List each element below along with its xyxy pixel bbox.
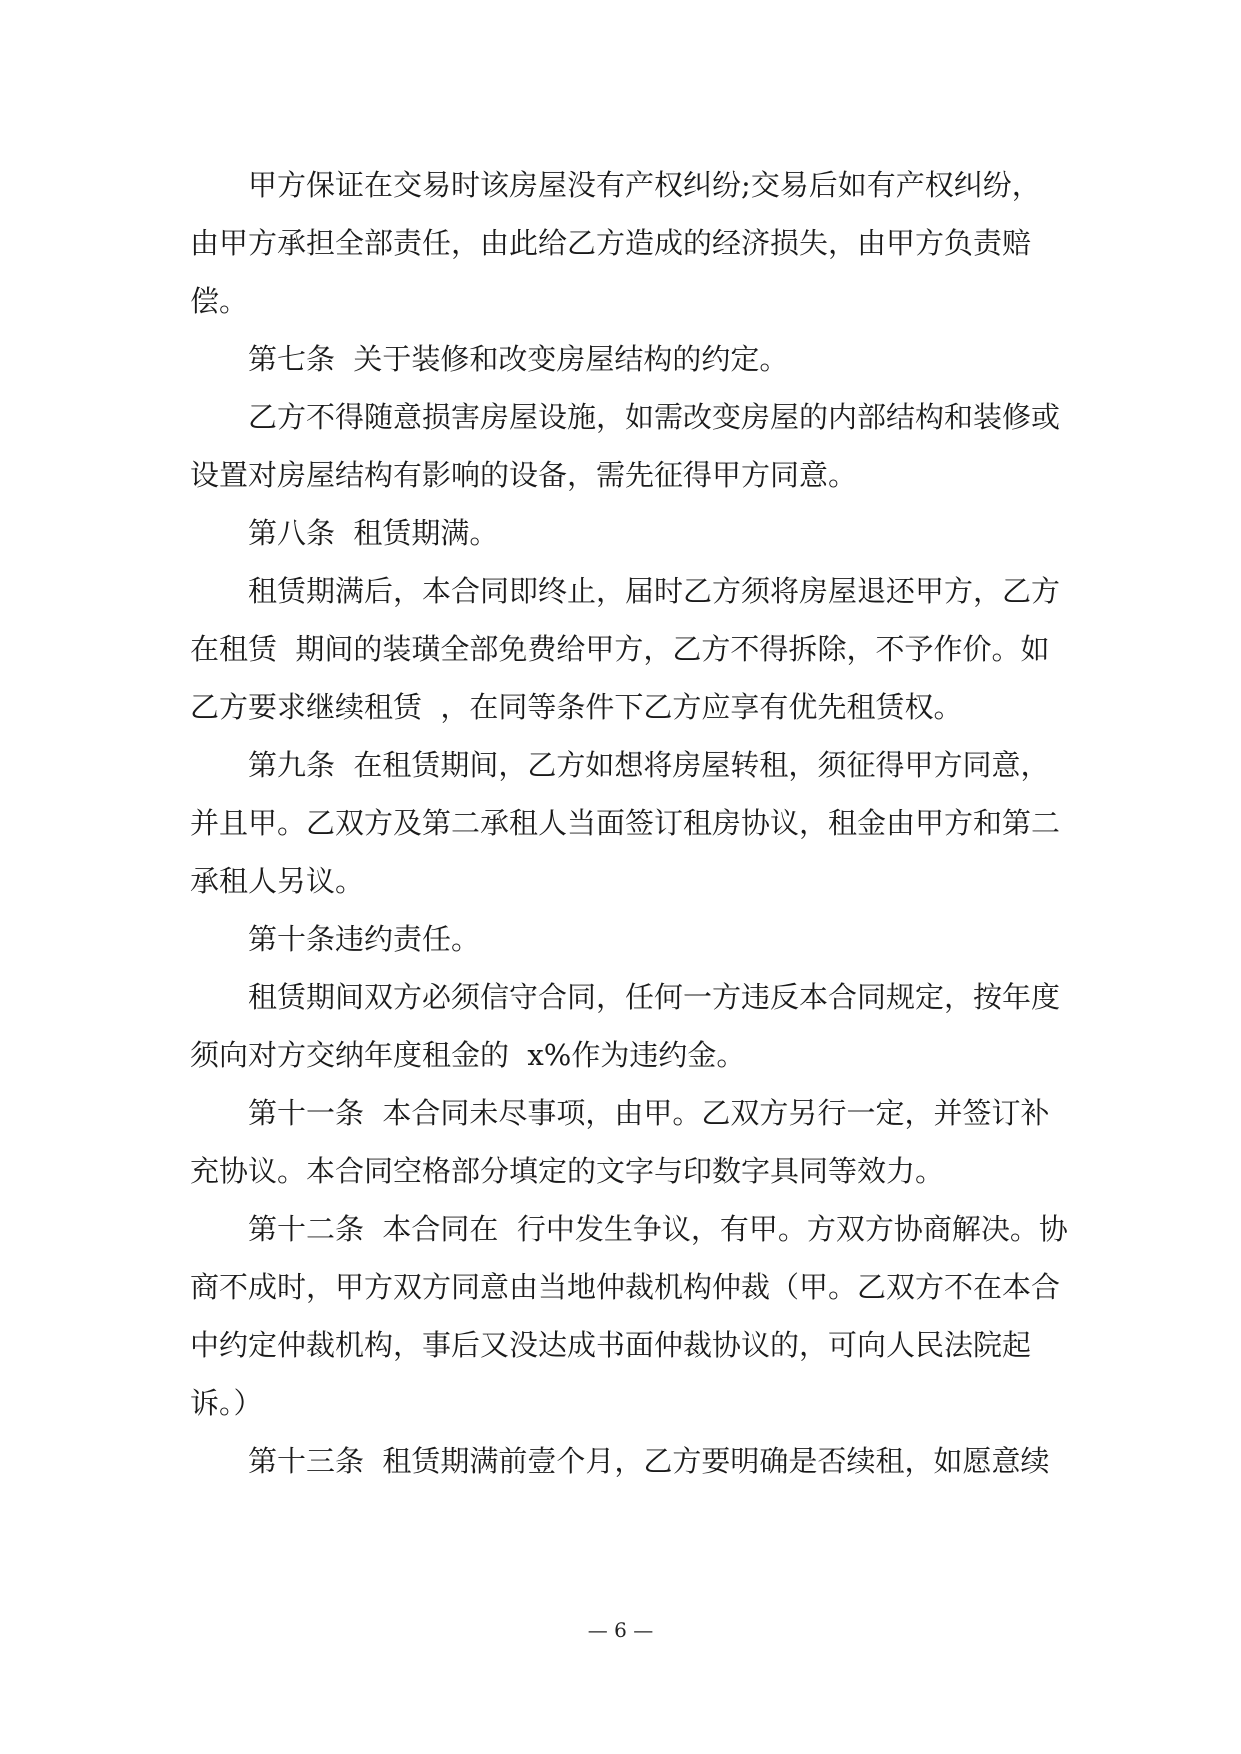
text-line: 第十一条 本合同未尽事项，由甲。乙双方另行一定，并签订补 [190,1096,1050,1130]
text-line: 须向对方交纳年度租金的 x%作为违约金。 [190,1038,746,1072]
text-line: 充协议。本合同空格部分填定的文字与印数字具同等效力。 [190,1154,945,1188]
text-line: 承租人另议。 [190,864,365,898]
text-line: 租赁期满后，本合同即终止，届时乙方须将房屋退还甲方，乙方 [190,574,1061,608]
text-line: 设置对房屋结构有影响的设备，需先征得甲方同意。 [190,458,858,492]
article-heading: 第十条违约责任。 [190,922,481,956]
document-body [190,156,1070,1490]
text-line: 甲方保证在交易时该房屋没有产权纠纷;交易后如有产权纠纷， [190,168,1041,202]
text-line: 在租赁 期间的装璜全部免费给甲方，乙方不得拆除，不予作价。如 [190,632,1050,666]
text-line: 租赁期间双方必须信守合同，任何一方违反本合同规定，按年度 [190,980,1061,1014]
text-line: 第十三条 租赁期满前壹个月，乙方要明确是否续租，如愿意续 [190,1444,1050,1478]
text-line: 第九条 在租赁期间，乙方如想将房屋转租，须征得甲方同意， [190,748,1050,782]
text-line: 由甲方承担全部责任，由此给乙方造成的经济损失，由甲方负责赔偿。 [190,226,1032,318]
text-line: 乙方不得随意损害房屋设施，如需改变房屋的内部结构和装修或 [190,400,1061,434]
article-heading: 第八条 租赁期满。 [190,516,499,550]
page-number: — 6 — [587,1618,654,1642]
text-line: 商不成时，甲方双方同意由当地仲裁机构仲裁（甲。乙双方不在本合 [190,1270,1061,1304]
text-line: 中约定仲裁机构，事后又没达成书面仲裁协议的，可向人民法院起 [190,1328,1032,1362]
text-line: 第十二条 本合同在 行中发生争议，有甲。方双方协商解决。协 [190,1212,1068,1246]
text-line: 并且甲。乙双方及第二承租人当面签订租房协议，租金由甲方和第二 [190,806,1061,840]
text-line: 乙方要求继续租赁 ，在同等条件下乙方应享有优先租赁权。 [190,690,963,724]
article-heading: 第七条 关于装修和改变房屋结构的约定。 [190,342,789,376]
text-line: 诉。） [190,1386,263,1420]
